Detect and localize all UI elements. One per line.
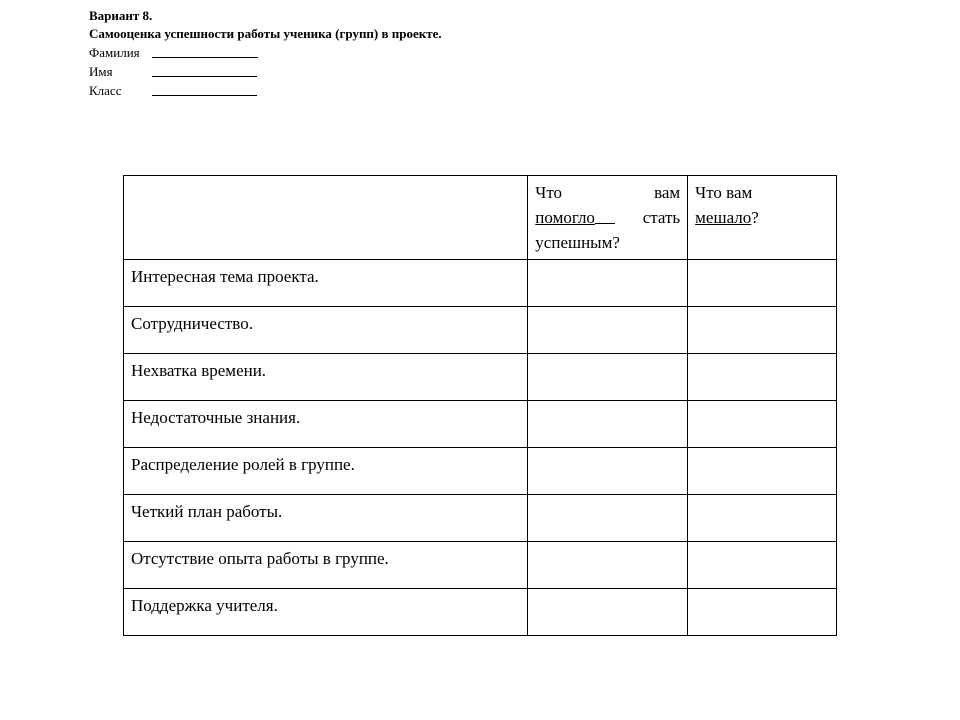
table-row	[124, 589, 837, 636]
header-cell-helped	[528, 176, 688, 260]
helped-answer-cell[interactable]	[528, 589, 688, 636]
helped-answer-cell[interactable]	[528, 354, 688, 401]
helped-answer-cell[interactable]	[528, 448, 688, 495]
helped-line1-right: вам	[654, 183, 681, 202]
hindered-answer-cell[interactable]	[688, 354, 837, 401]
helped-answer-cell[interactable]	[528, 307, 688, 354]
name-label: Имя	[89, 64, 113, 79]
class-label: Класс	[89, 83, 122, 98]
row-label: Сотрудничество.	[124, 307, 528, 354]
table-row	[124, 448, 837, 495]
helped-answer-cell[interactable]	[528, 260, 688, 307]
document-header	[89, 6, 589, 100]
variant-heading: Вариант 8.	[89, 8, 153, 23]
table-row	[124, 307, 837, 354]
name-blank-line	[152, 76, 257, 77]
table-row	[124, 495, 837, 542]
table-row	[124, 260, 837, 307]
surname-field	[89, 43, 589, 62]
hindered-answer-cell[interactable]	[688, 307, 837, 354]
helped-answer-cell[interactable]	[528, 401, 688, 448]
header-cell-empty	[124, 176, 528, 260]
table-row	[124, 542, 837, 589]
hindered-answer-cell[interactable]	[688, 495, 837, 542]
hindered-answer-cell[interactable]	[688, 260, 837, 307]
hindered-answer-cell[interactable]	[688, 448, 837, 495]
hindered-answer-cell[interactable]	[688, 401, 837, 448]
row-label: Нехватка времени.	[124, 354, 528, 401]
helped-line1-left: Что	[535, 183, 563, 202]
helped-answer-cell[interactable]	[528, 495, 688, 542]
row-label: Интересная тема проекта.	[124, 260, 528, 307]
hindered-question-mark: ?	[751, 208, 759, 227]
header-cell-hindered	[688, 176, 837, 260]
row-label: Поддержка учителя.	[124, 589, 528, 636]
hindered-answer-cell[interactable]	[688, 542, 837, 589]
document-title: Самооценка успешности работы ученика (групп) в проекте.	[89, 26, 442, 41]
helped-underline-gap	[595, 205, 615, 224]
class-blank-line	[152, 95, 257, 96]
helped-underlined-word: помогло	[535, 208, 595, 227]
name-field	[89, 62, 589, 81]
table-row	[124, 354, 837, 401]
class-field	[89, 81, 589, 100]
row-label: Четкий план работы.	[124, 495, 528, 542]
hindered-line1: Что вам	[695, 183, 753, 202]
table-header-row	[124, 176, 837, 260]
row-label: Отсутствие опыта работы в группе.	[124, 542, 528, 589]
surname-label: Фамилия	[89, 45, 140, 60]
row-label: Распределение ролей в группе.	[124, 448, 528, 495]
hindered-underlined-word: мешало	[695, 208, 752, 227]
row-label: Недостаточные знания.	[124, 401, 528, 448]
table-row	[124, 401, 837, 448]
helped-line3: успешным?	[535, 233, 620, 252]
hindered-answer-cell[interactable]	[688, 589, 837, 636]
surname-blank-line	[152, 57, 258, 58]
helped-answer-cell[interactable]	[528, 542, 688, 589]
helped-line2-right: стать	[642, 208, 681, 227]
self-assessment-table	[123, 175, 837, 636]
